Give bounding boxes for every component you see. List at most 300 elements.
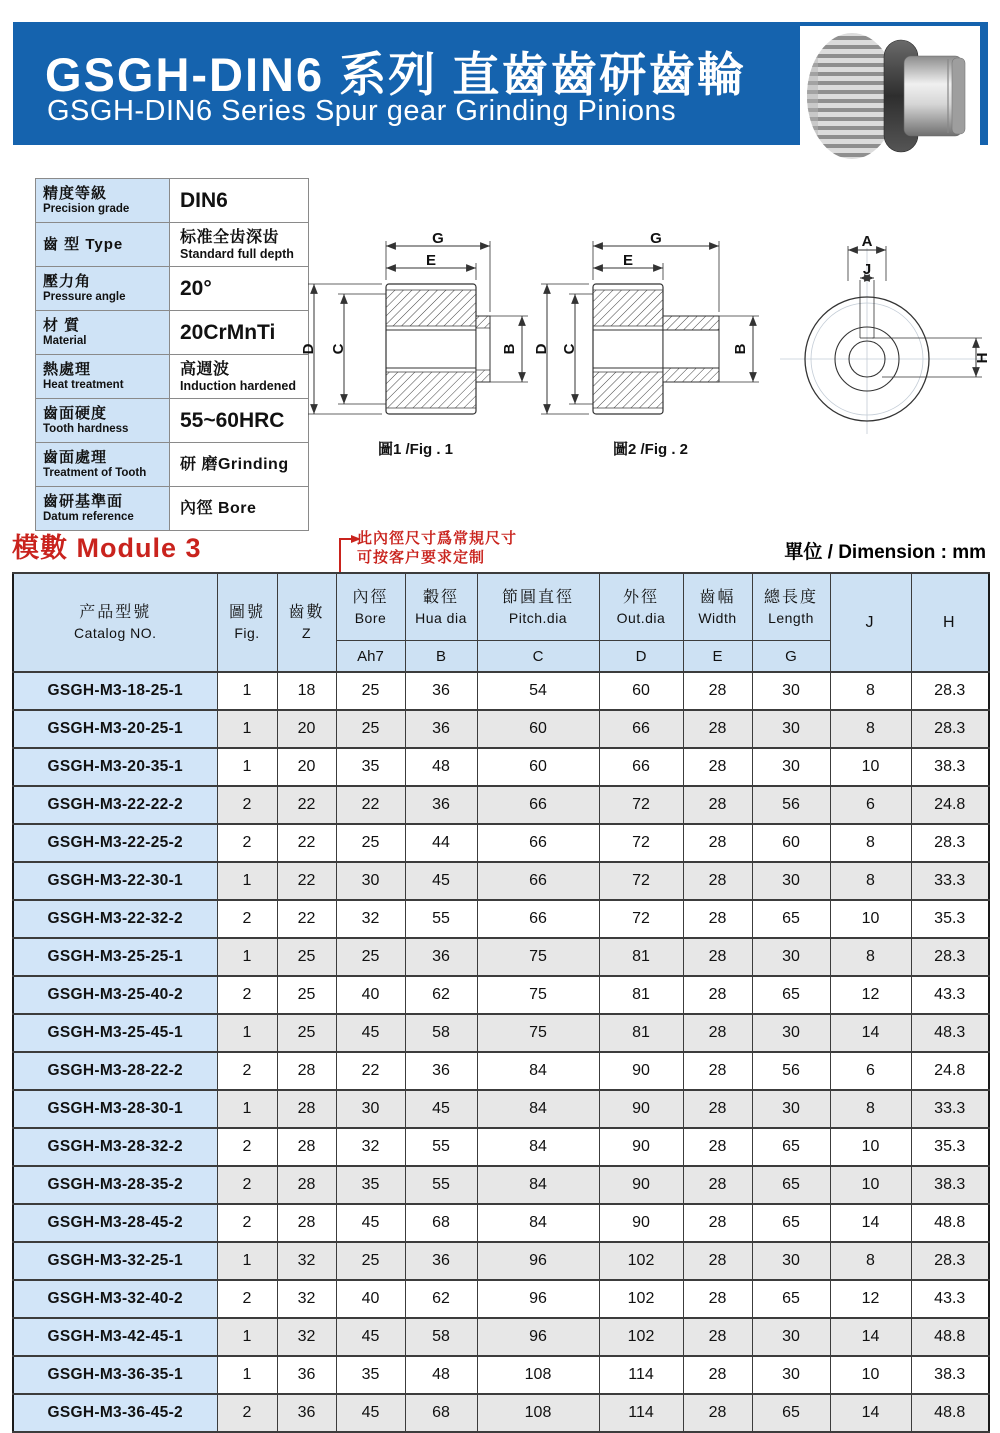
cell-value: 108 — [477, 1356, 599, 1394]
cell-value: 28 — [683, 1318, 752, 1356]
table-row — [13, 1280, 989, 1318]
cell-value: 84 — [477, 1090, 599, 1128]
cell-value: 66 — [477, 824, 599, 862]
cell-catalog: GSGH-M3-42-45-1 — [13, 1318, 217, 1356]
cell-value: 2 — [217, 1166, 277, 1204]
table-row — [13, 976, 989, 1014]
dim-label-G: G — [650, 230, 662, 247]
table-row — [13, 1166, 989, 1204]
table-row — [13, 1128, 989, 1166]
cell-value: 35 — [336, 748, 405, 786]
cell-value: 2 — [217, 824, 277, 862]
bore-note-line2: 可按客户要求定制 — [357, 549, 486, 566]
cell-value: 30 — [752, 1318, 830, 1356]
cell-value: 2 — [217, 1394, 277, 1432]
cell-value: 56 — [752, 1052, 830, 1090]
cell-value: 2 — [217, 1052, 277, 1090]
cell-value: 14 — [830, 1394, 911, 1432]
table-row — [13, 1204, 989, 1242]
cell-value: 1 — [217, 938, 277, 976]
spec-label: 壓力角 Pressure angle — [36, 267, 170, 311]
table-row — [13, 1356, 989, 1394]
cell-value: 65 — [752, 1204, 830, 1242]
cell-value: 1 — [217, 748, 277, 786]
cell-value: 84 — [477, 1128, 599, 1166]
cell-value: 72 — [599, 786, 683, 824]
fig1-caption: 圖1 /Fig . 1 — [377, 441, 453, 458]
fig2-drawing — [533, 230, 768, 430]
cell-value: 14 — [830, 1014, 911, 1052]
cell-value: 65 — [752, 1166, 830, 1204]
cell-value: 22 — [336, 786, 405, 824]
cell-value: 28.3 — [911, 1242, 989, 1280]
table-row — [13, 748, 989, 786]
cell-value: 14 — [830, 1318, 911, 1356]
cell-value: 28 — [277, 1052, 336, 1090]
spec-row — [36, 355, 309, 399]
cell-value: 40 — [336, 976, 405, 1014]
spec-value: 20CrMnTi — [170, 311, 309, 355]
cell-value: 36 — [277, 1394, 336, 1432]
cell-value: 60 — [752, 824, 830, 862]
cell-value: 28 — [683, 786, 752, 824]
cell-value: 30 — [752, 1090, 830, 1128]
cell-catalog: GSGH-M3-18-25-1 — [13, 672, 217, 710]
cell-value: 28 — [683, 1356, 752, 1394]
col-header-z: 齒數 Z — [277, 573, 336, 672]
cell-value: 22 — [277, 900, 336, 938]
cell-value: 12 — [830, 1280, 911, 1318]
cell-value: 20 — [277, 748, 336, 786]
spec-value: 研 磨Grinding — [170, 443, 309, 487]
cell-value: 22 — [277, 824, 336, 862]
cell-value: 75 — [477, 1014, 599, 1052]
cell-value: 28 — [683, 862, 752, 900]
cell-value: 66 — [477, 900, 599, 938]
cell-value: 10 — [830, 900, 911, 938]
cell-value: 90 — [599, 1204, 683, 1242]
cell-value: 102 — [599, 1318, 683, 1356]
dim-label-D: D — [533, 343, 550, 355]
cell-value: 28 — [683, 1090, 752, 1128]
cell-value: 54 — [477, 672, 599, 710]
cell-value: 102 — [599, 1280, 683, 1318]
cell-value: 30 — [752, 710, 830, 748]
cell-value: 48 — [405, 748, 477, 786]
cell-value: 30 — [752, 1242, 830, 1280]
cell-value: 30 — [752, 938, 830, 976]
cell-value: 8 — [830, 824, 911, 862]
cell-value: 20 — [277, 710, 336, 748]
cell-value: 28 — [683, 748, 752, 786]
cell-value: 35.3 — [911, 900, 989, 938]
cell-catalog: GSGH-M3-22-25-2 — [13, 824, 217, 862]
cell-value: 36 — [405, 672, 477, 710]
dim-label-J: J — [862, 261, 872, 278]
cell-catalog: GSGH-M3-32-25-1 — [13, 1242, 217, 1280]
cell-value: 43.3 — [911, 976, 989, 1014]
cell-value: 1 — [217, 1356, 277, 1394]
cell-value: 30 — [752, 672, 830, 710]
cell-value: 2 — [217, 1204, 277, 1242]
spec-label: 齒面處理 Treatment of Tooth — [36, 443, 170, 487]
cell-value: 1 — [217, 1014, 277, 1052]
col-header-h: H — [911, 573, 989, 672]
col-subheader: D — [599, 641, 683, 673]
cell-value: 12 — [830, 976, 911, 1014]
spec-label: 熱處理 Heat treatment — [36, 355, 170, 399]
cell-value: 81 — [599, 938, 683, 976]
fig1-drawing — [298, 230, 533, 430]
cell-catalog: GSGH-M3-28-32-2 — [13, 1128, 217, 1166]
cell-value: 28 — [683, 976, 752, 1014]
cell-value: 40 — [336, 1280, 405, 1318]
cell-value: 66 — [477, 786, 599, 824]
cell-catalog: GSGH-M3-28-35-2 — [13, 1166, 217, 1204]
cell-value: 28 — [683, 900, 752, 938]
fig2-container — [533, 230, 768, 459]
cell-value: 65 — [752, 976, 830, 1014]
cell-value: 1 — [217, 1318, 277, 1356]
cell-value: 32 — [277, 1318, 336, 1356]
cell-value: 56 — [752, 786, 830, 824]
col-header-catalog: 产品型號 Catalog NO. — [13, 573, 217, 672]
cell-value: 30 — [752, 748, 830, 786]
cell-value: 60 — [477, 748, 599, 786]
cell-value: 8 — [830, 1090, 911, 1128]
cell-value: 35.3 — [911, 1128, 989, 1166]
cell-value: 10 — [830, 1128, 911, 1166]
table-row — [13, 1052, 989, 1090]
dim-label-H: H — [974, 352, 991, 364]
cell-catalog: GSGH-M3-22-32-2 — [13, 900, 217, 938]
cell-value: 68 — [405, 1204, 477, 1242]
dim-label-G: G — [432, 230, 444, 247]
cell-value: 28.3 — [911, 938, 989, 976]
cell-value: 30 — [336, 862, 405, 900]
cell-value: 22 — [336, 1052, 405, 1090]
cell-value: 90 — [599, 1090, 683, 1128]
cell-value: 28.3 — [911, 824, 989, 862]
cell-catalog: GSGH-M3-32-40-2 — [13, 1280, 217, 1318]
spec-label: 齒面硬度 Tooth hardness — [36, 399, 170, 443]
col-subheader: E — [683, 641, 752, 673]
cell-value: 114 — [599, 1356, 683, 1394]
cell-value: 96 — [477, 1318, 599, 1356]
cell-value: 84 — [477, 1204, 599, 1242]
table-row — [13, 900, 989, 938]
cell-value: 25 — [336, 672, 405, 710]
cell-value: 10 — [830, 1356, 911, 1394]
bore-note-line1: 此內徑尺寸爲常規尺寸 — [357, 530, 518, 547]
spec-row — [36, 179, 309, 223]
table-row — [13, 1394, 989, 1432]
cell-value: 68 — [405, 1394, 477, 1432]
cell-catalog: GSGH-M3-36-45-2 — [13, 1394, 217, 1432]
cell-value: 72 — [599, 900, 683, 938]
cell-value: 28 — [683, 1128, 752, 1166]
cell-value: 28 — [683, 1394, 752, 1432]
cell-value: 32 — [336, 1128, 405, 1166]
cell-value: 33.3 — [911, 1090, 989, 1128]
dim-label-B: B — [732, 343, 749, 355]
gear-product-photo — [800, 26, 980, 166]
table-row — [13, 786, 989, 824]
page-title: GSGH-DIN6 系列 直齒齒研齒輪 — [45, 48, 747, 101]
cell-value: 36 — [405, 1242, 477, 1280]
cell-value: 2 — [217, 1128, 277, 1166]
cell-value: 1 — [217, 710, 277, 748]
cell-value: 28 — [277, 1128, 336, 1166]
cell-value: 30 — [752, 1014, 830, 1052]
col-subheader: G — [752, 641, 830, 673]
cell-value: 28 — [683, 1204, 752, 1242]
col-header-dim: 轂徑 Hua dia — [405, 573, 477, 641]
cell-value: 25 — [277, 1014, 336, 1052]
cell-value: 28 — [683, 672, 752, 710]
cell-value: 14 — [830, 1204, 911, 1242]
cell-catalog: GSGH-M3-20-35-1 — [13, 748, 217, 786]
cell-catalog: GSGH-M3-28-22-2 — [13, 1052, 217, 1090]
spec-value: 55~60HRC — [170, 399, 309, 443]
cell-value: 58 — [405, 1014, 477, 1052]
spec-row — [36, 443, 309, 487]
cell-value: 25 — [336, 710, 405, 748]
cell-value: 2 — [217, 900, 277, 938]
cell-value: 45 — [336, 1318, 405, 1356]
cell-value: 30 — [752, 1356, 830, 1394]
cell-value: 60 — [477, 710, 599, 748]
cell-catalog: GSGH-M3-22-30-1 — [13, 862, 217, 900]
spec-label: 精度等級 Precision grade — [36, 179, 170, 223]
spec-value: 高週波 Induction hardened — [170, 355, 309, 399]
cell-value: 35 — [336, 1166, 405, 1204]
cell-value: 65 — [752, 900, 830, 938]
fig1-container — [298, 230, 533, 459]
cell-value: 62 — [405, 1280, 477, 1318]
cell-value: 1 — [217, 672, 277, 710]
cell-value: 33.3 — [911, 862, 989, 900]
cell-value: 55 — [405, 900, 477, 938]
cell-value: 62 — [405, 976, 477, 1014]
cell-value: 35 — [336, 1356, 405, 1394]
spec-label: 齒研基準面 Datum reference — [36, 487, 170, 531]
cell-value: 10 — [830, 748, 911, 786]
cell-value: 58 — [405, 1318, 477, 1356]
cell-value: 84 — [477, 1052, 599, 1090]
module-label: 模數 Module 3 — [12, 533, 202, 563]
cell-value: 22 — [277, 862, 336, 900]
page-subtitle: GSGH-DIN6 Series Spur gear Grinding Pinions — [47, 95, 677, 127]
cell-value: 75 — [477, 938, 599, 976]
col-subheader: Ah7 — [336, 641, 405, 673]
unit-label: 單位 / Dimension : mm — [784, 542, 986, 563]
cell-value: 32 — [277, 1242, 336, 1280]
spec-row — [36, 267, 309, 311]
cell-value: 38.3 — [911, 748, 989, 786]
cell-value: 18 — [277, 672, 336, 710]
cell-value: 44 — [405, 824, 477, 862]
cell-value: 81 — [599, 1014, 683, 1052]
cell-value: 6 — [830, 1052, 911, 1090]
cell-value: 28.3 — [911, 710, 989, 748]
cell-value: 28 — [683, 938, 752, 976]
dim-label-D: D — [300, 343, 317, 355]
spec-value: 內徑 Bore — [170, 487, 309, 531]
cell-value: 45 — [405, 1090, 477, 1128]
dim-label-E: E — [425, 252, 437, 269]
cell-catalog: GSGH-M3-20-25-1 — [13, 710, 217, 748]
cell-value: 43.3 — [911, 1280, 989, 1318]
cell-catalog: GSGH-M3-25-45-1 — [13, 1014, 217, 1052]
cell-value: 28 — [277, 1090, 336, 1128]
cell-value: 38.3 — [911, 1166, 989, 1204]
dim-label-B: B — [501, 343, 518, 355]
cell-value: 1 — [217, 862, 277, 900]
spec-value: DIN6 — [170, 179, 309, 223]
col-header-dim: 齒幅 Width — [683, 573, 752, 641]
cell-value: 81 — [599, 976, 683, 1014]
cell-value: 28 — [277, 1166, 336, 1204]
cell-value: 55 — [405, 1166, 477, 1204]
cell-value: 24.8 — [911, 1052, 989, 1090]
cell-value: 28 — [683, 1166, 752, 1204]
cell-value: 8 — [830, 938, 911, 976]
cell-value: 25 — [336, 938, 405, 976]
cell-value: 8 — [830, 862, 911, 900]
cell-value: 75 — [477, 976, 599, 1014]
cell-value: 90 — [599, 1128, 683, 1166]
cell-value: 38.3 — [911, 1356, 989, 1394]
col-header-dim: 內徑 Bore — [336, 573, 405, 641]
spec-value: 20° — [170, 267, 309, 311]
cell-value: 96 — [477, 1280, 599, 1318]
table-row — [13, 1242, 989, 1280]
cell-value: 55 — [405, 1128, 477, 1166]
dim-table-head — [13, 573, 989, 672]
cell-value: 28 — [683, 1242, 752, 1280]
table-row — [13, 672, 989, 710]
table-row — [13, 1014, 989, 1052]
cell-value: 28 — [683, 1052, 752, 1090]
fig2-caption: 圖2 /Fig . 2 — [612, 441, 688, 458]
cell-value: 72 — [599, 862, 683, 900]
cell-value: 25 — [336, 1242, 405, 1280]
cell-value: 48 — [405, 1356, 477, 1394]
cell-value: 1 — [217, 1090, 277, 1128]
col-subheader: B — [405, 641, 477, 673]
dim-label-E: E — [622, 252, 634, 269]
dim-label-A: A — [861, 233, 873, 250]
end-view-drawing — [772, 234, 994, 439]
cell-value: 48.3 — [911, 1014, 989, 1052]
table-row — [13, 938, 989, 976]
cell-value: 30 — [336, 1090, 405, 1128]
cell-value: 32 — [277, 1280, 336, 1318]
cell-value: 28 — [277, 1204, 336, 1242]
table-row — [13, 710, 989, 748]
gear-icon — [800, 26, 980, 166]
cell-catalog: GSGH-M3-28-30-1 — [13, 1090, 217, 1128]
dim-label-C: C — [561, 343, 578, 355]
cell-value: 2 — [217, 976, 277, 1014]
cell-value: 36 — [405, 1052, 477, 1090]
cell-value: 36 — [405, 786, 477, 824]
table-row — [13, 1090, 989, 1128]
cell-value: 8 — [830, 1242, 911, 1280]
table-row — [13, 1318, 989, 1356]
cell-value: 28 — [683, 1280, 752, 1318]
cell-value: 2 — [217, 1280, 277, 1318]
spec-row — [36, 223, 309, 267]
cell-value: 66 — [599, 710, 683, 748]
cell-value: 8 — [830, 672, 911, 710]
cell-catalog: GSGH-M3-36-35-1 — [13, 1356, 217, 1394]
cell-value: 45 — [336, 1014, 405, 1052]
cell-catalog: GSGH-M3-28-45-2 — [13, 1204, 217, 1242]
cell-value: 65 — [752, 1280, 830, 1318]
col-header-dim: 外徑 Out.dia — [599, 573, 683, 641]
dim-label-C: C — [330, 343, 347, 355]
cell-value: 90 — [599, 1166, 683, 1204]
cell-value: 102 — [599, 1242, 683, 1280]
end-view-container — [772, 234, 994, 439]
cell-value: 48.8 — [911, 1394, 989, 1432]
dim-table-body — [13, 672, 989, 1432]
cell-value: 72 — [599, 824, 683, 862]
spec-value: 标准全齿深齿 Standard full depth — [170, 223, 309, 267]
spec-row — [36, 399, 309, 443]
cell-value: 48.8 — [911, 1204, 989, 1242]
col-header-fig: 圖號 Fig. — [217, 573, 277, 672]
cell-value: 8 — [830, 710, 911, 748]
cell-value: 45 — [336, 1394, 405, 1432]
cell-value: 96 — [477, 1242, 599, 1280]
table-row — [13, 824, 989, 862]
spec-row — [36, 311, 309, 355]
dimension-table — [12, 572, 990, 1433]
spec-row — [36, 487, 309, 531]
cell-value: 66 — [599, 748, 683, 786]
cell-value: 65 — [752, 1128, 830, 1166]
cell-value: 6 — [830, 786, 911, 824]
spec-label: 齒 型 Type — [36, 223, 170, 267]
col-header-dim: 總長度 Length — [752, 573, 830, 641]
cell-value: 32 — [336, 900, 405, 938]
cell-value: 22 — [277, 786, 336, 824]
table-row — [13, 862, 989, 900]
cell-value: 24.8 — [911, 786, 989, 824]
cell-value: 66 — [477, 862, 599, 900]
bore-note — [357, 529, 517, 567]
col-header-dim: 節圓直徑 Pitch.dia — [477, 573, 599, 641]
cell-value: 108 — [477, 1394, 599, 1432]
cell-value: 30 — [752, 862, 830, 900]
cell-value: 28 — [683, 710, 752, 748]
cell-value: 25 — [336, 824, 405, 862]
spec-table-body — [36, 179, 309, 531]
cell-value: 1 — [217, 1242, 277, 1280]
col-subheader: C — [477, 641, 599, 673]
cell-value: 10 — [830, 1166, 911, 1204]
cell-value: 65 — [752, 1394, 830, 1432]
cell-value: 36 — [277, 1356, 336, 1394]
cell-value: 25 — [277, 938, 336, 976]
cell-value: 48.8 — [911, 1318, 989, 1356]
cell-value: 45 — [336, 1204, 405, 1242]
col-header-j: J — [830, 573, 911, 672]
cell-value: 114 — [599, 1394, 683, 1432]
